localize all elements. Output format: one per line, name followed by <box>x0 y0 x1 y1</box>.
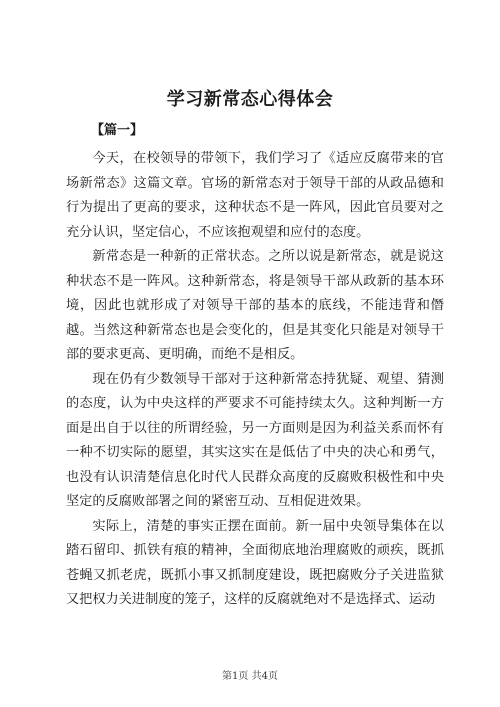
paragraph-3: 现在仍有少数领导干部对于这种新常态持犹疑、观望、猜测的态度，认为中央这样的严要求不可能持续太久。这种判断一方面是出自于以往的所谓经验，另一方面则是因为利益关系而怀有一种不切实际的愿望，其实这实在是低估了中央的决心和勇气，也没有认识清楚信息化时代人民群众高度的反腐败积极性和中央坚定的反腐败部署之间的紧密互动、互相促进效果。 <box>66 371 444 509</box>
page-indicator: 第1页 共4页 <box>222 671 278 682</box>
document-body <box>66 147 444 613</box>
section-label: 【篇一】 <box>91 123 144 138</box>
paragraph-1: 今天，在校领导的带领下，我们学习了《适应反腐带来的官场新常态》这篇文章。官场的新常态对于领导干部的从政品德和行为提出了更高的要求，这种状态不是一阵风，因此官员要对之充分认识，坚定信心，不应该抱观望和应付的态度。 <box>66 151 444 240</box>
document-title: 学习新常态心得体会 <box>166 89 334 110</box>
paragraph-2: 新常态是一种新的正常状态。之所以说是新常态，就是说这种状态不是一阵风。这种新常态，将是领导干部从政新的基本环境，因此也就形成了对领导干部的基本的底线，不能违背和僭越。当然这种新常态也是会变化的，但是其变化只能是对领导干部的要求更高、更明确，而绝不是相反。 <box>66 249 444 362</box>
paragraph-4: 实际上，清楚的事实正摆在面前。新一届中央领导集体在以踏石留印、抓铁有痕的精神，全面彻底地治理腐败的顽疾，既抓苍蝇又抓老虎，既抓小事又抓制度建设，既把腐败分子关进监狱又把权力关进制度的笼子，这样的反腐就绝对不是选择式、运动 <box>66 518 444 607</box>
